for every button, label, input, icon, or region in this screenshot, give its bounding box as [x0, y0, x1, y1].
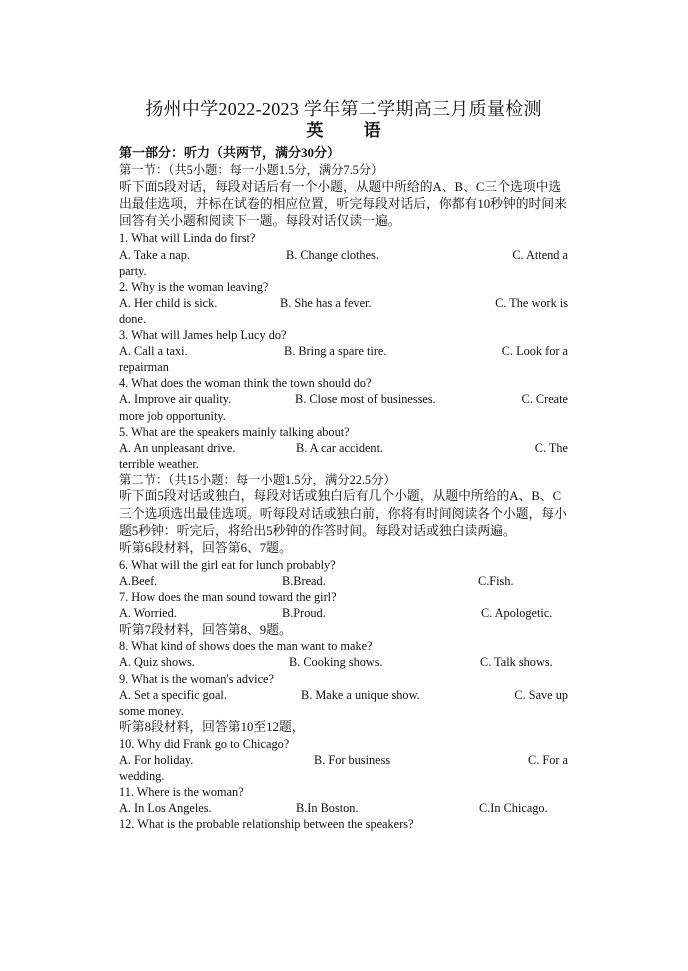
- option-a: A.Beef.: [119, 574, 158, 589]
- option-c-continuation: wedding.: [119, 768, 165, 783]
- option-a: A. Quiz shows.: [119, 655, 195, 670]
- question-2: 2. Why is the woman leaving?: [119, 279, 269, 294]
- question-5: 5. What are the speakers mainly talking about?: [119, 424, 350, 439]
- option-c: C. The: [534, 440, 568, 455]
- question-12: 12. What is the probable relationship between the speakers?: [119, 817, 414, 832]
- option-c-continuation: terrible weather.: [119, 456, 199, 471]
- option-b: B. A car accident.: [296, 440, 384, 455]
- material-7-note: 听第7段材料，回答第8、9题。: [119, 622, 292, 637]
- option-c: C. Look for a: [501, 344, 568, 359]
- option-a: A. Improve air quality.: [119, 392, 232, 407]
- option-c: C.Fish.: [478, 574, 514, 589]
- option-a: A. In Los Angeles.: [119, 800, 212, 815]
- question-7-options: [119, 605, 568, 621]
- question-3-options: [119, 343, 568, 359]
- option-b: B. Bring a spare tire.: [284, 344, 387, 359]
- option-b: B. Close most of businesses.: [295, 392, 436, 407]
- option-c: C. Create: [521, 392, 568, 407]
- option-a: A. Call a taxi.: [119, 344, 188, 359]
- option-c-continuation: done.: [119, 311, 146, 326]
- option-b: B.Proud.: [282, 606, 326, 621]
- question-4: 4. What does the woman think the town should do?: [119, 376, 372, 391]
- question-4-options: [119, 391, 568, 407]
- question-5-options: [119, 440, 568, 456]
- question-10: 10. Why did Frank go to Chicago?: [119, 736, 290, 751]
- question-11-options: [119, 800, 568, 816]
- option-c-continuation: some money.: [119, 703, 184, 718]
- option-a: A. For holiday.: [119, 752, 194, 767]
- section2-instructions: 听下面5段对话或独白，每段对话或独白后有几个小题，从题中所给的A、B、C三个选项选出最佳选项。听每段对话或独白前，你将有时间阅读各个小题，每小题5秒钟：听完后，将给出5秒钟的作答时间。每段对话或独白读两遍。: [119, 489, 567, 539]
- option-c: C. For a: [528, 752, 568, 767]
- option-c-continuation: repairman: [119, 360, 169, 375]
- option-b: B. She has a fever.: [280, 295, 372, 310]
- part1-heading: 第一部分：听力（共两节，满分30分）: [119, 145, 341, 160]
- exam-title: 扬州中学2022-2023 学年第二学期高三月质量检测: [145, 99, 542, 119]
- option-c-continuation: party.: [119, 263, 147, 278]
- question-7: 7. How does the man sound toward the girl?: [119, 590, 337, 605]
- option-c: C. Save up: [514, 687, 568, 702]
- question-6-options: [119, 573, 568, 589]
- option-c: C.In Chicago.: [479, 800, 548, 815]
- exam-page: [119, 92, 568, 832]
- option-c: C. The work is: [495, 295, 568, 310]
- option-c: C. Apologetic.: [481, 606, 553, 621]
- option-a: A. An unpleasant drive.: [119, 440, 236, 455]
- option-a: A. Set a specific goal.: [119, 687, 227, 702]
- question-11: 11. Where is the woman?: [119, 784, 244, 799]
- question-9: 9. What is the woman's advice?: [119, 671, 274, 686]
- option-c: C. Talk shows.: [480, 655, 553, 670]
- question-8: 8. What kind of shows does the man want to make?: [119, 639, 373, 654]
- option-a: A. Take a nap.: [119, 247, 190, 262]
- question-1: 1. What will Linda do first?: [119, 231, 256, 246]
- option-a: A. Worried.: [119, 606, 177, 621]
- question-2-options: [119, 295, 568, 311]
- option-b: B. For business: [314, 752, 391, 767]
- option-b: B. Cooking shows.: [289, 655, 383, 670]
- option-b: B.In Boston.: [296, 800, 359, 815]
- option-b: B.Bread.: [282, 574, 326, 589]
- option-a: A. Her child is sick.: [119, 295, 218, 310]
- subject-title: 英 语: [306, 121, 399, 140]
- question-6: 6. What will the girl eat for lunch probably?: [119, 558, 336, 573]
- question-1-options: [119, 247, 568, 263]
- section2-heading: 第二节：（共15小题：每一小题1.5分，满分22.5分）: [119, 472, 396, 487]
- material-6-note: 听第6段材料，回答第6、7题。: [119, 541, 292, 556]
- section1-instructions: 听下面5段对话，每段对话后有一个小题，从题中所给的A、B、C三个选项中选出最佳选项，并标在试卷的相应位置，听完每段对话后，你都有10秒钟的时间来回答有关小题和阅读下一题。每段对话仅读一遍。: [119, 179, 567, 229]
- question-8-options: [119, 654, 568, 670]
- question-10-options: [119, 752, 568, 768]
- option-b: B. Change clothes.: [286, 247, 379, 262]
- material-8-note: 听第8段材料，回答第10至12题，: [119, 719, 305, 734]
- option-c: C. Attend a: [512, 247, 568, 262]
- option-c-continuation: more job opportunity.: [119, 408, 226, 423]
- question-3: 3. What will James help Lucy do?: [119, 328, 287, 343]
- section1-heading: 第一节：（共5小题：每一小题1.5分，满分7.5分）: [119, 163, 384, 177]
- option-b: B. Make a unique show.: [301, 687, 420, 702]
- question-9-options: [119, 687, 568, 703]
